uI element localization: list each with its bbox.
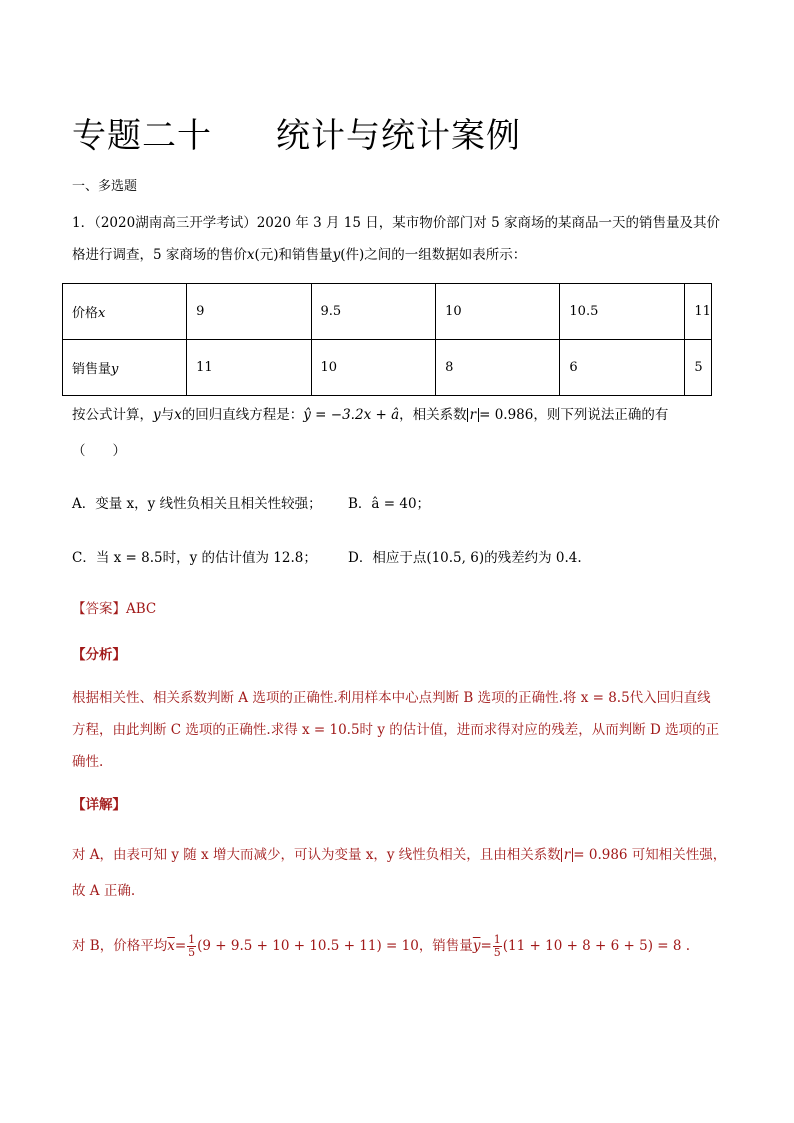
table-cell: 销售量y	[63, 340, 187, 396]
page-title	[72, 108, 521, 157]
table-cell: 10	[311, 340, 436, 396]
detail-b-line: 对 B，价格平均$\overline{x}=$ $\frac{1}{5}$ (9 + 9.5 + 10 + 10.5 + 11) = 10，销售量$\overline{y}=$ $\frac{1}{5}$ (11 + 10 + 8 + 6 + 5) = 8 .	[72, 933, 691, 959]
table-cell: 11	[685, 284, 712, 340]
option-d: D．相应于点(10.5, 6)的残差约为 0.4.	[348, 550, 582, 566]
regression-equation: ŷ = −3.2x + â	[303, 407, 400, 423]
detail-a-line-2: 故 A 正确.	[72, 883, 136, 899]
table-row	[63, 284, 712, 340]
answer-paren: （ ）	[72, 443, 126, 459]
x-bar: $\overline{x}$	[167, 938, 175, 954]
table-cell: 5	[685, 340, 712, 396]
question-line-2	[72, 245, 526, 265]
detail-heading: 【详解】	[72, 797, 126, 813]
option-a: A．变量 x，y 线性负相关且相关性较强；	[72, 496, 322, 512]
table-cell: 9.5	[311, 284, 436, 340]
analysis-line-1: 根据相关性、相关系数判断 A 选项的正确性.利用样本中心点判断 B 选项的正确性.将 x = 8.5代入回归直线	[72, 690, 711, 706]
formula-line: 按公式计算，y与x的回归直线方程是：ŷ = −3.2x + â，相关系数 r = 0.986，则下列说法正确的有	[72, 407, 669, 423]
table-cell: 9	[187, 284, 311, 340]
table-row	[63, 340, 712, 396]
analysis-line-3: 确性.	[72, 754, 104, 770]
analysis-line-2: 方程，由此判断 C 选项的正确性.求得 x = 10.5时 y 的估计值，进而求得对应的残差，从而判断 D 选项的正	[72, 722, 720, 738]
data-table	[62, 283, 712, 396]
table-cell: 10.5	[560, 284, 685, 340]
q-text: (元)和销售量	[254, 247, 333, 263]
var-y: y	[332, 247, 341, 263]
table-cell: 8	[436, 340, 560, 396]
q-text: 格进行调查，5 家商场的售价	[72, 247, 247, 263]
title-part-2: 统计与统计案例	[276, 116, 521, 156]
q-text: (件)之间的一组数据如表所示：	[340, 247, 527, 263]
answer-label: 【答案】ABC	[72, 601, 157, 617]
section-heading: 一、多选题	[72, 179, 138, 194]
analysis-heading: 【分析】	[72, 647, 126, 663]
table-cell: 价格x	[63, 284, 187, 340]
fraction: $\frac{1}{5}$	[493, 933, 501, 959]
abs-r: r	[561, 848, 573, 862]
table-cell: 10	[436, 284, 560, 340]
fraction: $\frac{1}{5}$	[188, 933, 196, 959]
detail-a-line-1: 对 A，由表可知 y 随 x 增大而减少，可认为变量 x，y 线性负相关，且由相关系数 r = 0.986 可知相关性强，	[72, 847, 727, 863]
y-bar: $\overline{y}$	[472, 938, 481, 954]
var-x: x	[246, 247, 255, 263]
title-part-1: 专题二十	[72, 116, 212, 156]
abs-r: r	[467, 408, 479, 422]
question-line-1: 1．（2020湖南高三开学考试）2020 年 3 月 15 日，某市物价部门对 5 家商场的某商品一天的销售量及其价	[72, 215, 720, 231]
option-b: B．â = 40；	[348, 496, 431, 512]
option-c: C．当 x = 8.5时，y 的估计值为 12.8；	[72, 550, 317, 566]
table-cell: 6	[560, 340, 685, 396]
table-cell: 11	[187, 340, 311, 396]
